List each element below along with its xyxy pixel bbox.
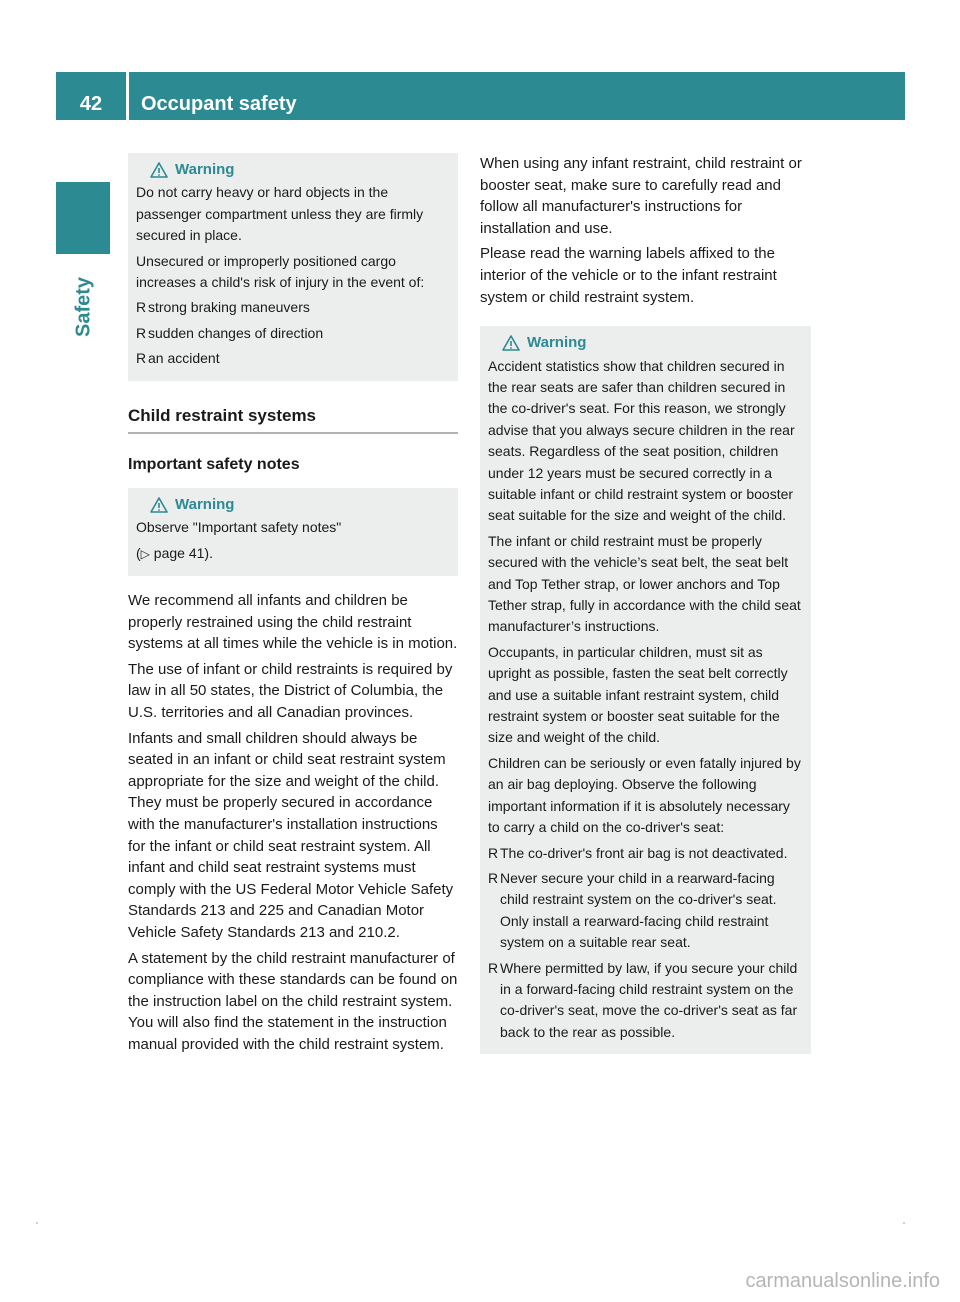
side-tab-text: Safety: [72, 276, 95, 338]
body-paragraph: When using any infant restraint, child restraint or booster seat, make sure to carefully read and follow all manufacturer's instructions for installation and use.: [480, 155, 802, 237]
page-reference-text: page 41).: [149, 544, 213, 561]
warning-text: Do not carry heavy or hard objects in the passenger compartment unless they are firmly secured in place.: [136, 184, 424, 244]
warning-box-safety-notes: [128, 488, 458, 576]
warning-label: Warning: [175, 495, 235, 513]
side-tab-marker: [56, 182, 110, 254]
warning-header: [150, 494, 450, 515]
bullet-item: R Never secure your child in a rearward-facing child restraint system on the co-driver's seat. Only install a rearward-facing child restraint system on a suitable rear seat.: [488, 868, 803, 954]
warning-triangle-icon: [502, 335, 520, 351]
bullet-item: R strong braking maneuvers: [136, 297, 450, 318]
warning-text: Unsecured or improperly positioned cargo increases a child's risk of injury in the event of:: [136, 252, 425, 291]
warning-bullet-list: [488, 843, 803, 1044]
bullet-item: R an accident: [136, 348, 450, 369]
page-reference-open: (: [136, 544, 141, 561]
warning-text: Accident statistics show that children secured in the rear seats are safer than children secured in the co-driver's seat. For this reason, we strongly advise that you always secure children in the rear seats. Regardless of the seat position, children under 12 years must be secured correctly in a suitable infant or child restraint system or booster seat suitable for the size and weight of the child.: [488, 357, 795, 524]
bullet-item: R sudden changes of direction: [136, 323, 450, 344]
page-reference-arrow-icon: ▷: [140, 546, 150, 561]
warning-header: [502, 332, 803, 353]
warning-header: [150, 159, 450, 180]
header-divider: [126, 72, 129, 120]
body-paragraph: The use of infant or child restraints is required by law in all 50 states, the District of Columbia, the U.S. territories and all Canadian provinces.: [128, 660, 453, 722]
warning-box-cargo: [128, 153, 458, 381]
warning-text: Children can be seriously or even fatally injured by an air bag deploying. Observe the following important information if it is absolutely necessary to carry a child on the co-driver's seat:: [488, 754, 801, 836]
watermark[interactable]: carmanualsonline.info: [745, 1270, 940, 1292]
warning-triangle-icon: [150, 497, 168, 513]
warning-label: Warning: [527, 334, 587, 352]
warning-label: Warning: [175, 161, 235, 178]
page-header: [56, 72, 905, 120]
right-column: [480, 153, 811, 1054]
warning-box-child-seating: [480, 326, 811, 1054]
body-paragraph: A statement by the child restraint manufacturer of compliance with these standards can be found on the instruction label on the child restraint system. You will also find the statement in the instruction manual provided with the child restraint system.: [128, 949, 458, 1053]
bullet-item: R The co-driver's front air bag is not deactivated.: [488, 843, 803, 864]
footer-mark: [36, 1222, 38, 1224]
side-tab-label: [66, 262, 102, 352]
warning-text: The infant or child restraint must be properly secured with the vehicle’s seat belt, the seat belt and Top Tether strap, or lower anchors and Top Tether strap, fully in accordance with the child seat manufacturer’s instructions.: [488, 532, 801, 635]
page-reference[interactable]: [136, 543, 450, 565]
bullet-item: R Where permitted by law, if you secure your child in a forward-facing child restraint system on the co-driver's seat, move the co-driver's seat as far back to the rear as possible.: [488, 958, 803, 1044]
section-heading: Child restraint systems: [128, 405, 458, 435]
section-title: Occupant safety: [141, 93, 297, 115]
body-paragraph: Infants and small children should always be seated in an infant or child seat restraint system appropriate for the size and weight of the child. They must be properly secured in accordance with the manufacturer's installation instructions for the infant or child seat restraint system. All infant and child seat restraint systems must comply with the US Federal Motor Vehicle Safety Standards 213 and 225 and Canadian Motor Vehicle Safety Standards 213 and 210.2.: [128, 729, 454, 941]
subsection-heading: Important safety notes: [128, 456, 300, 474]
page-number: 42: [79, 93, 103, 115]
warning-triangle-icon: [150, 162, 168, 178]
warning-text: Occupants, in particular children, must sit as upright as possible, fasten the seat belt correctly and use a suitable infant restraint system, child restraint system or booster seat suitable for the size and weight of the child.: [488, 643, 788, 746]
warning-text: Observe "Important safety notes": [136, 519, 342, 536]
warning-bullet-list: [136, 297, 450, 369]
body-paragraph: We recommend all infants and children be properly restrained using the child restraint systems at all times while the vehicle is in motion.: [128, 592, 458, 653]
body-paragraph: Please read the warning labels affixed to the interior of the vehicle or to the infant restraint system or child restraint system.: [480, 245, 777, 306]
footer-mark: [903, 1222, 905, 1224]
left-column: [128, 153, 458, 1060]
